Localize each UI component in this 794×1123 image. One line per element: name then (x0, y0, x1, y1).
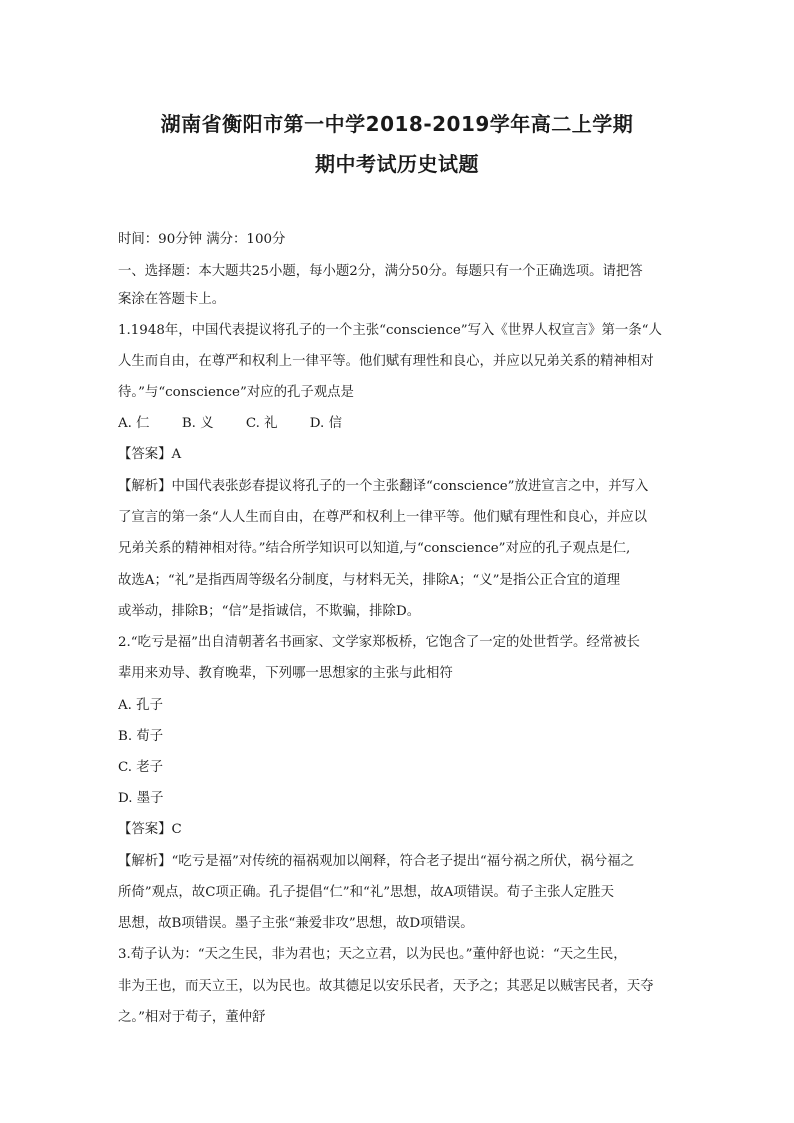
exam-title-line2: 期中考试历史试题 (315, 152, 479, 176)
q1-option-a: A. 仁 (118, 416, 150, 431)
q2-option-b: B. 荀子 (118, 729, 164, 744)
q1-analysis-line5: 或举动，排除B；“信”是指诚信，不欺骗，排除D。 (118, 604, 421, 619)
q1-options (118, 414, 688, 434)
q2-analysis-line2: 所倚”观点，故C项正确。孔子提倡“仁”和“礼”思想，故A项错误。荀子主张人定胜天 (118, 885, 615, 900)
q1-stem-line3: 待。”与“conscience”对应的孔子观点是 (118, 385, 354, 400)
q3-stem-line3: 之。”相对于荀子，董仲舒 (118, 1010, 266, 1025)
exam-title-line1: 湖南省衡阳市第一中学2018-2019学年高二上学期 (160, 112, 634, 136)
q2-analysis-line3: 思想，故B项错误。墨子主张“兼爱非攻”思想，故D项错误。 (118, 916, 474, 931)
q1-stem-line2: 人生而自由，在尊严和权利上一律平等。他们赋有理性和良心，并应以兄弟关系的精神相对 (118, 354, 654, 369)
q2-stem-line1: 2.“吃亏是福”出自清朝著名书画家、文学家郑板桥，它饱含了一定的处世哲学。经常被长 (118, 635, 640, 650)
q2-option-d: D. 墨子 (118, 791, 164, 806)
q3-stem-line1: 3.荀子认为：“天之生民，非为君也；天之立君，以为民也。”董仲舒也说：“天之生民， (118, 947, 627, 962)
section-instruction-line2: 案涂在答题卡上。 (118, 292, 226, 307)
q1-analysis-line4: 故选A；“礼”是指西周等级名分制度，与材料无关，排除A；“义”是指公正合宜的道理 (118, 573, 621, 588)
q1-analysis-line2: 了宣言的第一条“人人生而自由，在尊严和权利上一律平等。他们赋有理性和良心，并应以 (118, 510, 648, 525)
q2-option-c: C. 老子 (118, 760, 164, 775)
q3-stem-line2: 非为王也，而天立王，以为民也。故其德足以安乐民者，天予之；其恶足以贼害民者，天夺 (118, 979, 654, 994)
q1-analysis-line3: 兄弟关系的精神相对待。”结合所学知识可以知道,与“conscience”对应的孔子观点是仁, (118, 541, 631, 556)
q2-stem-line2: 辈用来劝导、教育晚辈，下列哪一思想家的主张与此相符 (118, 666, 453, 681)
q2-option-a: A. 孔子 (118, 698, 163, 713)
q1-stem-line1: 1.1948年，中国代表提议将孔子的一个主张“conscience”写入《世界人权宣言》第一条“人 (118, 323, 662, 338)
q1-option-b: B. 义 (181, 416, 214, 431)
q1-analysis-line1: 【解析】中国代表张彭春提议将孔子的一个主张翻译“conscience”放进宣言之中，并写入 (118, 479, 649, 494)
time-score-info: 时间：90分钟 满分：100分 (118, 232, 286, 247)
q1-option-c: C. 礼 (245, 416, 278, 431)
section-instruction-line1: 一、选择题：本大题共25小题，每小题2分，满分50分。每题只有一个正确选项。请把答 (118, 264, 643, 279)
q1-answer: 【答案】A (118, 447, 182, 462)
q1-option-d: D. 信 (309, 416, 342, 431)
q2-answer: 【答案】C (118, 822, 182, 837)
q2-analysis-line1: 【解析】“吃亏是福”对传统的福祸观加以阐释，符合老子提出“福兮祸之所伏，祸兮福之 (118, 854, 634, 869)
